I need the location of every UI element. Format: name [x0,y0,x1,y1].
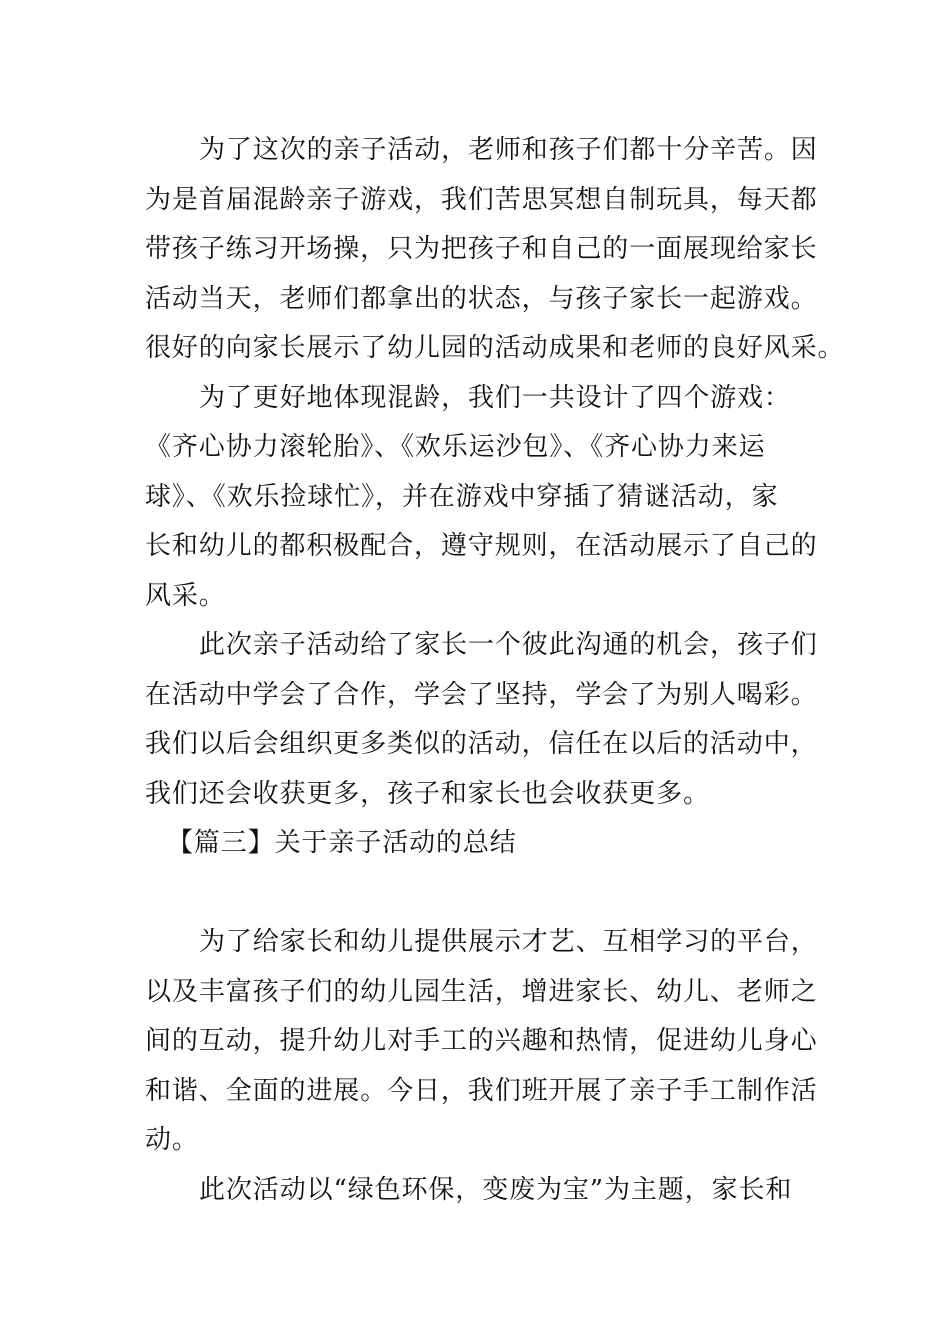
text-line: 很好的向家长展示了幼儿园的活动成果和老师的良好风采。 [145,333,845,363]
text-line: 为是首届混龄亲子游戏，我们苦思冥想自制玩具，每天都 [145,184,818,215]
text-line: 在活动中学会了合作，学会了坚持，学会了为别人喝彩。 [145,679,818,710]
text-line: 为了这次的亲子活动，老师和孩子们都十分辛苦。因 [199,135,818,165]
text-line: 间的互动，提升幼儿对手工的兴趣和热情，促进幼儿身心 [145,1026,818,1056]
blank-line [145,869,810,919]
text-line: 此次活动以“绿色环保，变废为宝”为主题，家长和 [199,1174,793,1205]
text-line: 《齐心协力滚轮胎》、《欢乐运沙包》、《齐心协力来运 [145,432,766,462]
text-line: 球》、《欢乐捡球忙》，并在游戏中穿插了猜谜活动，家 [145,481,779,512]
text-line: 为了给家长和幼儿提供展示才艺、互相学习的平台， [199,927,818,957]
paragraph-4 [145,918,818,1166]
paragraph-3 [145,621,818,819]
text-line: 此次亲子活动给了家长一个彼此沟通的机会，孩子们 [199,630,818,660]
paragraph-5 [145,1166,810,1216]
text-line: 风采。 [145,580,226,611]
text-line: 活动当天，老师们都拿出的状态，与孩子家长一起游戏。 [145,283,818,314]
text-line: 动。 [145,1125,199,1155]
text-line: 和谐、全面的进展。今日，我们班开展了亲子手工制作活 [145,1075,818,1106]
document-body [145,126,845,1215]
text-line: 以及丰富孩子们的幼儿园生活，增进家长、幼儿、老师之 [145,976,818,1007]
text-line: 我们以后会组织更多类似的活动，信任在以后的活动中， [145,729,818,759]
text-line: 带孩子练习开场操，只为把孩子和自己的一面展现给家长 [145,234,818,264]
paragraph-2 [145,374,818,622]
section-heading: 【篇三】关于亲子活动的总结 [167,828,517,858]
text-line: 长和幼儿的都积极配合，遵守规则，在活动展示了自己的 [145,531,818,561]
text-line: 为了更好地体现混龄，我们一共设计了四个游戏： [199,382,791,413]
text-line: 我们还会收获更多，孩子和家长也会收获更多。 [145,778,710,809]
paragraph-1 [145,126,845,374]
